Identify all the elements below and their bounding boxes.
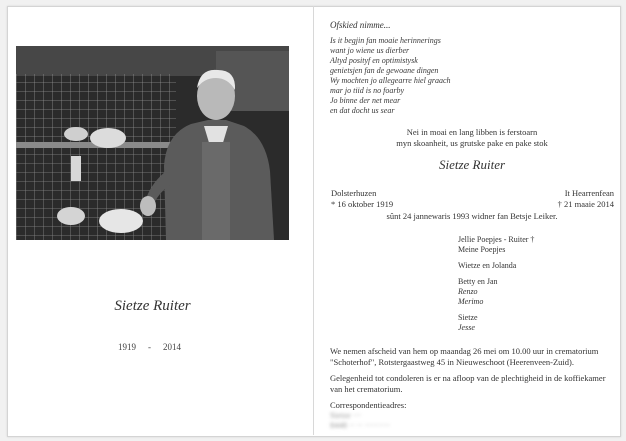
family-group bbox=[458, 261, 534, 271]
funeral-notice bbox=[330, 346, 614, 400]
death-info bbox=[500, 188, 614, 210]
grandchild: Jesse bbox=[458, 323, 475, 332]
poem-line: genietsjen fan de gewoane dingen bbox=[330, 66, 439, 75]
family-member: Betty en Jan bbox=[458, 277, 498, 286]
family-member: Wietze en Jolanda bbox=[458, 261, 517, 270]
correspondence-name-redacted: Sietze ··· bbox=[330, 410, 362, 420]
grandchild: Merimo bbox=[458, 297, 484, 306]
poem-line: Altyd posityf en optimistysk bbox=[330, 56, 418, 65]
deceased-name: Sietze Ruiter bbox=[438, 157, 506, 172]
family-group bbox=[458, 313, 534, 333]
correspondence bbox=[330, 400, 406, 430]
correspondence-address-redacted: 8448 ·· ·· ········· bbox=[330, 420, 391, 430]
poem-line: want jo wiene us dierber bbox=[330, 46, 410, 55]
death-place: It Hearrenfean bbox=[564, 188, 614, 198]
condolence-details: Gelegenheid tot condoleren is er na afloop van de plechtigheid in de koffiekamer van het crematorium. bbox=[330, 373, 606, 394]
grandchild: Renzo bbox=[458, 287, 478, 296]
funeral-details: We nemen afscheid van hem op maandag 26 mei om 10.00 uur in crematorium "Schoterhof", Rotstergaastweg 45 in Nieuweschoot (Heerenveen-Zuid). bbox=[330, 346, 599, 367]
year-separator: - bbox=[148, 342, 151, 352]
birth-date: * 16 oktober 1919 bbox=[331, 199, 394, 209]
birth-year: 1919 bbox=[118, 342, 136, 352]
family-list bbox=[458, 235, 534, 339]
birth-info bbox=[331, 188, 393, 210]
portrait-photo-image bbox=[16, 46, 289, 240]
intro-line: myn skoanheit, us grutske pake en pake stok bbox=[396, 138, 548, 148]
poem-line: mar jo tiid is no foarby bbox=[330, 86, 405, 95]
card-fold-line bbox=[313, 6, 314, 435]
poem-line: en dat docht us sear bbox=[330, 106, 395, 115]
poem-title: Ofskied nimme... bbox=[330, 20, 391, 30]
poem bbox=[330, 36, 451, 116]
life-years bbox=[118, 342, 181, 352]
family-group bbox=[458, 235, 534, 255]
birth-place: Dolsterhuzen bbox=[331, 188, 377, 198]
portrait-photo bbox=[16, 46, 289, 240]
family-member: Jellie Poepjes - Ruiter † bbox=[458, 235, 535, 244]
announcement-intro bbox=[330, 127, 614, 149]
widower-line: sûnt 24 jannewaris 1993 widner fan Betsje Leiker. bbox=[386, 211, 558, 221]
family-group bbox=[458, 277, 534, 307]
poem-line: Jo binne der net mear bbox=[330, 96, 401, 105]
death-year: 2014 bbox=[163, 342, 181, 352]
poem-line: Is it begjin fan moaie herinnerings bbox=[330, 36, 441, 45]
correspondence-label: Correspondentieadres: bbox=[330, 400, 407, 410]
family-member: Meine Poepjes bbox=[458, 245, 506, 254]
intro-line: Nei in moai en lang libben is ferstoarn bbox=[406, 127, 538, 137]
death-date: † 21 maaie 2014 bbox=[557, 199, 614, 209]
family-member: Sietze bbox=[458, 313, 478, 322]
deceased-name-cover: Sietze Ruiter bbox=[114, 298, 191, 314]
poem-line: Wy mochten jo allegearre hiel graach bbox=[330, 76, 451, 85]
